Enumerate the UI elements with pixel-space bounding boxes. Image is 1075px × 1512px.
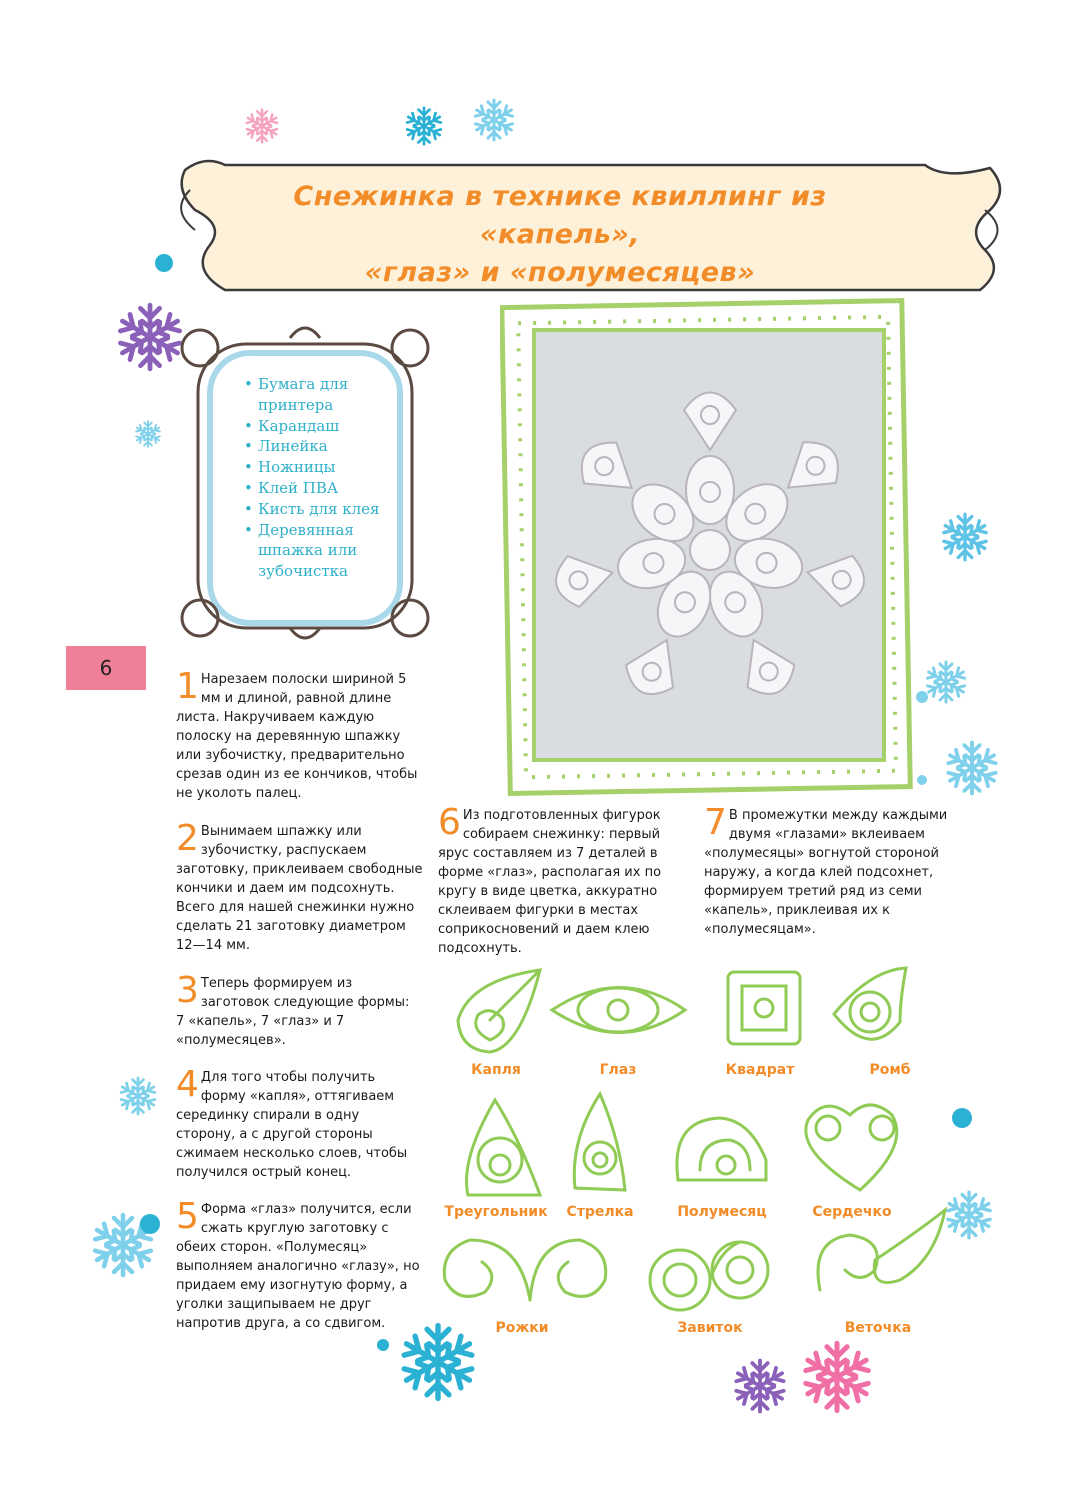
step-text: Вынимаем шпажку или зубочистку, распускаем заготовку, приклеиваем свободные кончики и даем им подсохнуть. Всего для нашей снежинки нужно сделать 21 заготовку диаметром 12—14 мм. xyxy=(176,824,423,953)
shape-arrow-icon xyxy=(574,1094,625,1190)
material-item: • Кисть для клея xyxy=(244,499,414,520)
step-2 xyxy=(176,818,426,955)
step-text: Из подготовленных фигурок собираем снежинку: первый ярус составляем из 7 деталей в форме «глаз», располагая их по кругу в виде цветка, аккуратно склеиваем фигурки в местах соприкосновений и даем клею подсохнуть. xyxy=(438,808,662,956)
snowflake-icon xyxy=(244,108,280,144)
shape-branch-icon xyxy=(818,1210,945,1290)
step-number: 7 xyxy=(704,802,727,843)
material-item: • Карандаш xyxy=(244,416,414,437)
shape-heart-icon xyxy=(806,1105,897,1190)
step-text: В промежутки между каждыми двумя «глазами» вклеиваем «полумесяцы» вогнутой стороной наружу, а когда клей подсохнет, формируем третий ряд из семи «капель», приклеивая их к «полумесяцам». xyxy=(704,808,948,937)
snowflake-icon xyxy=(134,420,162,448)
page-title xyxy=(240,178,880,292)
step-number: 1 xyxy=(176,666,199,707)
material-item: • Бумага для принтера xyxy=(244,374,414,416)
step-number: 3 xyxy=(176,970,199,1011)
snowflake-icon xyxy=(404,106,444,146)
step-number: 4 xyxy=(176,1064,199,1105)
shape-triangle-icon xyxy=(467,1100,540,1195)
shape-label: Стрелка xyxy=(566,1204,634,1220)
snowflake-icon xyxy=(800,1340,874,1414)
shape-label: Сердечко xyxy=(812,1204,892,1220)
step-text: Нарезаем полоски шириной 5 мм и длиной, равной длине листа. Накручиваем каждую полоску на деревянную шпажку или зубочистку, предварительно срезав один из ее кончиков, чтобы не уколоть палец. xyxy=(176,672,418,801)
material-item: • Клей ПВА xyxy=(244,478,414,499)
shape-label: Квадрат xyxy=(725,1062,795,1078)
shape-rhombus-icon xyxy=(834,968,906,1039)
step-4 xyxy=(176,1064,416,1182)
quilled-snowflake-photo xyxy=(500,290,918,798)
step-text: Форма «глаз» получится, если сжать круглую заготовку с обеих сторон. «Полумесяц» выполняем аналогично «глазу», но придаем ему изогнутую форму, а уголки защипываем не друг напротив друга, а со сдвигом. xyxy=(176,1202,420,1331)
step-number: 5 xyxy=(176,1196,199,1237)
shape-label: Полумесяц xyxy=(677,1204,767,1220)
step-3 xyxy=(176,970,416,1050)
shape-horns-icon xyxy=(444,1240,605,1300)
step-7 xyxy=(704,802,950,939)
snowflake-icon xyxy=(732,1358,788,1414)
title-line-2: «глаз» и «полумесяцев» xyxy=(364,257,756,288)
title-line-1: Снежинка в технике квиллинг из «капель», xyxy=(293,181,827,250)
shape-eye-icon xyxy=(552,988,685,1033)
shape-label: Капля xyxy=(471,1062,521,1078)
material-item: • Деревянная шпажка или зубочистка xyxy=(244,520,414,582)
shape-curl-icon xyxy=(650,1242,768,1310)
step-text: Теперь формируем из заготовок следующие формы: 7 «капель», 7 «глаз» и 7 «полумесяцев». xyxy=(176,976,410,1048)
snowflake-icon xyxy=(944,740,1000,796)
material-item: • Ножницы xyxy=(244,457,414,478)
shape-label: Треугольник xyxy=(444,1204,548,1220)
materials-list xyxy=(244,374,414,582)
quilling-shapes xyxy=(430,960,970,1340)
shape-label: Веточка xyxy=(844,1320,912,1336)
shape-square-icon xyxy=(728,972,800,1044)
step-text: Для того чтобы получить форму «капля», оттягиваем серединку спирали в одну сторону, а с другой стороны сжимаем несколько слоев, чтобы получился острый конец. xyxy=(176,1070,408,1180)
step-1 xyxy=(176,666,426,803)
snowflake-icon xyxy=(940,512,990,562)
snowflake-icon xyxy=(118,1076,158,1116)
material-item: • Линейка xyxy=(244,436,414,457)
shape-label: Ромб xyxy=(869,1062,911,1078)
shape-label: Завиток xyxy=(677,1320,743,1336)
step-5 xyxy=(176,1196,424,1333)
step-number: 2 xyxy=(176,818,199,859)
shape-crescent-icon xyxy=(677,1118,766,1180)
step-6 xyxy=(438,802,678,958)
step-number: 6 xyxy=(438,802,461,843)
snowflake-icon xyxy=(90,1212,156,1278)
shape-label: Рожки xyxy=(495,1320,549,1336)
snowflake-icon xyxy=(472,98,516,142)
shape-drop-icon xyxy=(458,970,540,1052)
page-number: 6 xyxy=(66,646,146,690)
shape-label: Глаз xyxy=(599,1062,637,1078)
snowflake-icon xyxy=(924,660,968,704)
